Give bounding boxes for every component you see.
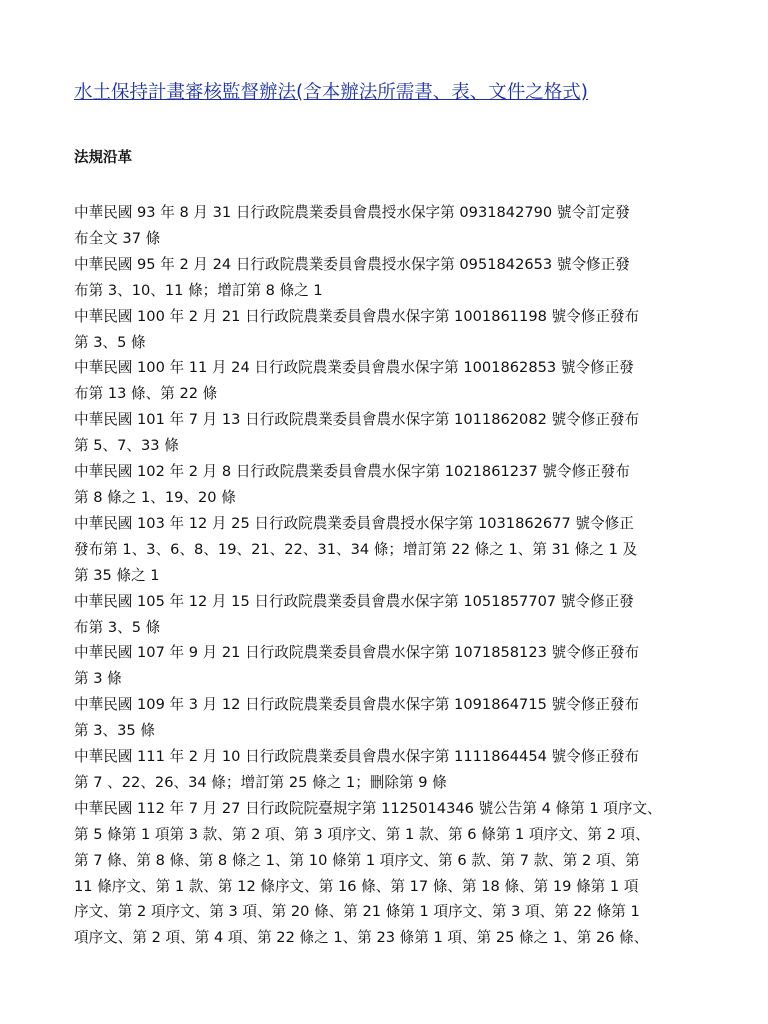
section-heading-history: 法規沿革	[74, 150, 132, 166]
history-entry-line: 序文、第 2 項序文、第 3 項、第 20 條、第 21 條第 1 項序文、第 3 項、第 22 條第 1	[74, 903, 640, 921]
history-entry	[74, 355, 714, 407]
history-entry-line: 第 7 條、第 8 條、第 8 條之 1、第 10 條第 1 項序文、第 6 款、第 7 款、第 2 項、第	[74, 851, 640, 869]
history-entry-line: 中華民國 100 年 11 月 24 日行政院農業委員會農水保字第 1001862853 號令修正發	[74, 359, 634, 377]
history-entry-line: 布全文 37 條	[74, 229, 161, 247]
history-entry-line: 中華民國 102 年 2 月 8 日行政院農業委員會農水保字第 1021861237 號令修正發布	[74, 463, 630, 481]
history-entry	[74, 200, 714, 252]
history-entry-line: 中華民國 93 年 8 月 31 日行政院農業委員會農授水保字第 0931842790 號令訂定發	[74, 204, 630, 221]
history-entry-line: 項序文、第 2 項、第 4 項、第 22 條之 1、第 23 條第 1 項、第 25 條之 1、第 26 條、	[74, 929, 649, 947]
history-entry	[74, 459, 714, 511]
history-entry	[74, 640, 714, 692]
history-entry	[74, 692, 714, 744]
history-entry-line: 中華民國 105 年 12 月 15 日行政院農業委員會農水保字第 1051857707 號令修正發	[74, 592, 634, 610]
history-entry	[74, 589, 714, 641]
history-entry-line: 第 3、35 條	[74, 722, 155, 740]
history-entry-line: 中華民國 103 年 12 月 25 日行政院農業委員會農授水保字第 1031862677 號令修正	[74, 514, 634, 532]
history-entry-line: 第 5 條第 1 項第 3 款、第 2 項、第 3 項序文、第 1 款、第 6 條第 1 項序文、第 2 項、	[74, 825, 650, 843]
history-entry-line: 布第 3、10、11 條；增訂第 8 條之 1	[74, 281, 323, 299]
history-entry-line: 中華民國 111 年 2 月 10 日行政院農業委員會農水保字第 1111864454 號令修正發布	[74, 748, 640, 766]
history-entry-line: 中華民國 95 年 2 月 24 日行政院農業委員會農授水保字第 0951842653 號令修正發	[74, 255, 630, 273]
history-entry	[74, 252, 714, 304]
history-entry-line: 第 3 條	[74, 670, 122, 688]
history-entry-line: 中華民國 109 年 3 月 12 日行政院農業委員會農水保字第 1091864715 號令修正發布	[74, 696, 640, 714]
history-entry	[74, 796, 714, 951]
history-entry	[74, 744, 714, 796]
history-entry-line: 布第 3、5 條	[74, 618, 161, 636]
history-entry-line: 中華民國 107 年 9 月 21 日行政院農業委員會農水保字第 1071858123 號令修正發布	[74, 644, 640, 662]
history-entry-line: 中華民國 112 年 7 月 27 日行政院院臺規字第 1125014346 號公告第 4 條第 1 項序文、	[74, 799, 662, 817]
history-entry-line: 布第 13 條、第 22 條	[74, 385, 218, 403]
history-entry-line: 第 35 條之 1	[74, 566, 160, 584]
history-entry-line: 中華民國 100 年 2 月 21 日行政院農業委員會農水保字第 1001861198 號令修正發布	[74, 307, 640, 325]
history-entry-line: 中華民國 101 年 7 月 13 日行政院農業委員會農水保字第 1011862082 號令修正發布	[74, 411, 640, 429]
history-entry	[74, 407, 714, 459]
history-entry	[74, 511, 714, 589]
amendment-history-list	[74, 200, 714, 951]
history-entry-line: 第 7 、22、26、34 條；增訂第 25 條之 1；刪除第 9 條	[74, 773, 447, 791]
history-entry	[74, 304, 714, 356]
history-entry-line: 第 5、7、33 條	[74, 437, 179, 455]
document-title-link[interactable]: 水土保持計畫審核監督辦法(含本辦法所需書、表、文件之格式)	[74, 82, 588, 103]
history-entry-line: 第 3、5 條	[74, 333, 146, 351]
history-entry-line: 11 條序文、第 1 款、第 12 條序文、第 16 條、第 17 條、第 18 條、第 19 條第 1 項	[74, 877, 639, 895]
history-entry-line: 發布第 1、3、6、8、19、21、22、31、34 條；增訂第 22 條之 1、第 31 條之 1 及	[74, 540, 638, 558]
history-entry-line: 第 8 條之 1、19、20 條	[74, 488, 236, 506]
